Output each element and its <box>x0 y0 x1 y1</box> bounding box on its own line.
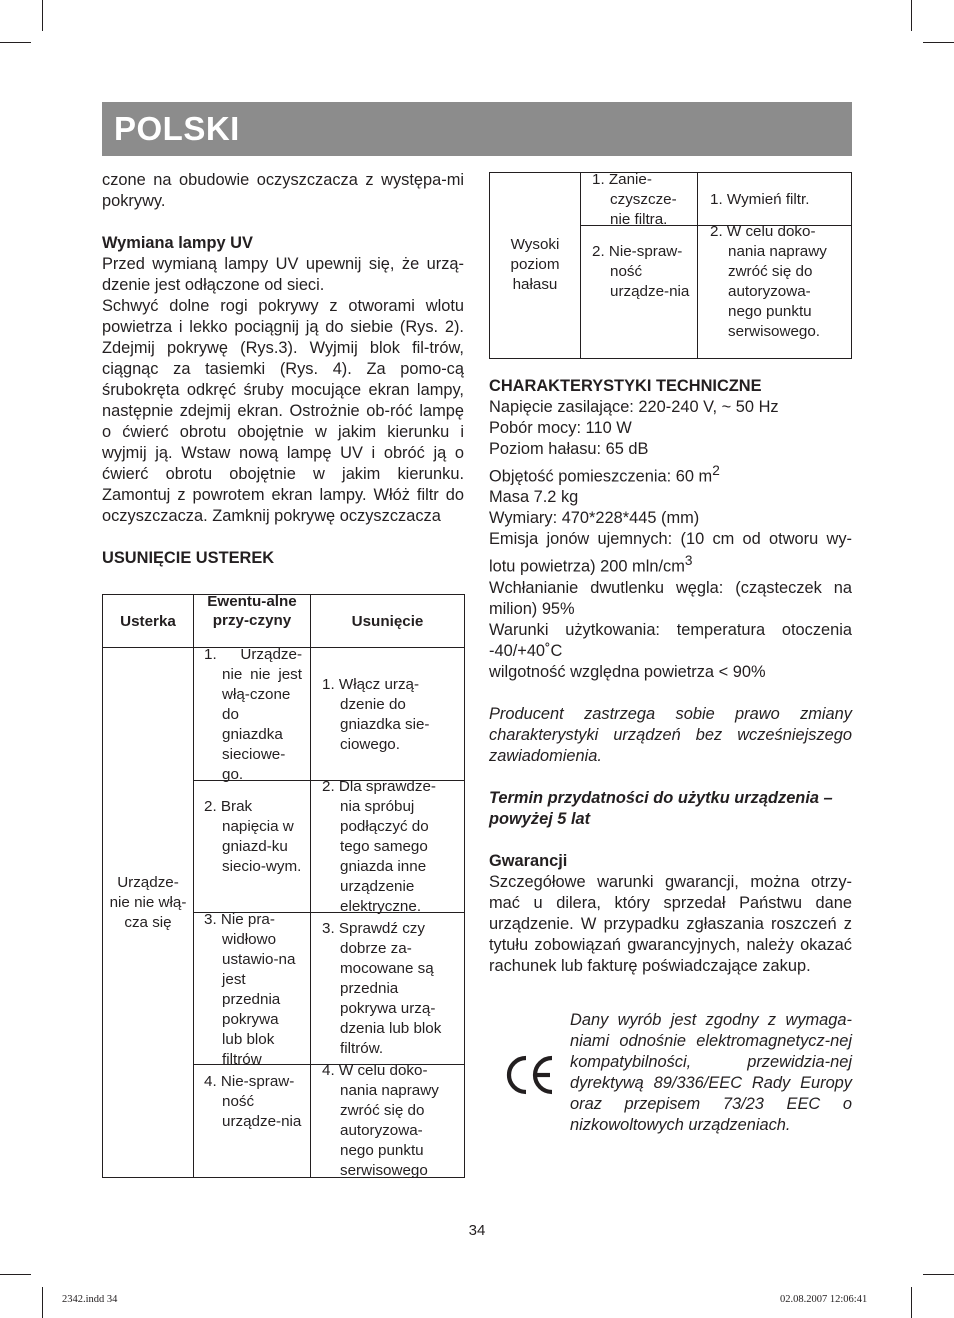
problem-noise: Wysoki poziom hałasu <box>510 236 560 293</box>
disclaimer: Producent zastrzega sobie prawo zmiany charakterystyki urządzeń bez wcześniejszego zawiadomienia. <box>489 704 852 765</box>
shelf-life: Termin przydatności do użytku urządzenia – powyżej 5 lat <box>489 788 833 828</box>
superscript: 2 <box>712 463 720 478</box>
file-slug: 2342.indd 34 <box>62 1294 118 1305</box>
ce-compliance-text: Dany wyrób jest zgodny z wymaga-niami odnośnie elektromagnetycz-nej kompatybilności, przewidzia-nej dyrektywą 89/336/EEC Rady Europy oraz przepisem 73/23 EEC o nizkowoltowych urządzeniach. <box>570 1011 852 1134</box>
crop-mark <box>923 1274 954 1275</box>
left-column <box>102 170 464 569</box>
header-solution: Usunięcie <box>351 613 424 630</box>
spec-humidity: wilgotność względna powietrza < 90% <box>489 662 766 681</box>
header-problem: Usterka <box>120 613 176 630</box>
page-title: POLSKI <box>114 110 240 147</box>
noise-solution-2: 2. W celu doko-nania naprawy zwróć się do autoryzowa-nego punktu serwisowego. <box>710 223 827 340</box>
crop-mark <box>0 1274 31 1275</box>
date-slug: 02.08.2007 12:06:41 <box>780 1294 868 1305</box>
spec-conditions: Warunki użytkowania: temperatura otoczenia -40/+40˚C <box>489 620 852 660</box>
page-number: 34 <box>468 1222 486 1239</box>
solution-1: 1. Włącz urzą-dzenie do gniazdka sie-ciowego. <box>322 676 430 753</box>
spec-mass: Masa 7.2 kg <box>489 488 579 507</box>
crop-mark <box>0 42 31 43</box>
crop-mark <box>42 0 43 31</box>
warranty-heading: Gwarancji <box>489 851 568 870</box>
language-header <box>102 102 852 156</box>
uv-paragraph-2: Schwyć dolne rogi pokrywy z otworami wlotu powietrza i lekko pociągnij ją do siebie (Rys. 2). Zdejmij pokrywę (Rys.3). Wyjmij blok fil-trów, ciągnąc za tasiemki (Rys. 4). Za pomo-cą śrubokręta odkręć śruby mocujące ekran lampy, następnie zdejmij ekran. Ostrożnie ob-róć lampę o ćwierć obrotu obojętnie w jakim kierunku i wyjmij ją. Wstaw nową lampę UV i obróć ją o ćwierć obrotu obojętnie w jakim kierunku. Zamontuj z powrotem ekran lampy. Włóż filtr do oczyszczacza. Zamknij pokrywę oczyszczacza <box>102 297 464 525</box>
solution-2: 2. Dla sprawdze-nia spróbuj podłączyć do tego samego gniazda inne urządzenie elektryczne. <box>322 778 436 915</box>
spec-co2: Wchłanianie dwutlenku węgla: (cząsteczek na milion) 95% <box>489 578 852 618</box>
crop-mark <box>911 0 912 31</box>
crop-mark <box>911 1287 912 1318</box>
cause-1: 1. Urządze-nie nie jest włą-czone do gniazdka sieciowe-go. <box>204 646 302 783</box>
noise-solution-1: 1. Wymień filtr. <box>710 191 810 208</box>
ce-mark-icon <box>504 1054 558 1096</box>
spec-power: Pobór mocy: 110 W <box>489 419 632 437</box>
solution-3: 3. Sprawdź czy dobrze za-mocowane są przednia pokrywa urzą-dzenia lub blok filtrów. <box>322 920 442 1057</box>
crop-mark <box>42 1287 43 1318</box>
crop-mark <box>923 42 954 43</box>
cause-2: 2. Brak napięcia w gniazd-ku siecio-wym. <box>204 798 302 875</box>
specs-heading: CHARAKTERYSTYKI TECHNICZNE <box>489 377 762 395</box>
problem-no-power: Urządze-nie nie włą-cza się <box>109 874 187 931</box>
spec-dimensions: Wymiary: 470*228*445 (mm) <box>489 509 700 528</box>
superscript: 3 <box>684 553 693 569</box>
header-causes: Ewentu-alne przy-czyny <box>207 593 297 629</box>
spec-voltage: Napięcie zasilające: 220-240 V, ~ 50 Hz <box>489 398 779 416</box>
warranty-text: Szczegółowe warunki gwarancji, można otrzy-mać u dilera, który sprzedał Państwu dane urządzenie. W przypadku zgłaszania roszczeń z tytułu zobowiązań gwarancyjnych, należy okazać rachunek lub fakturę poświadczające zakup. <box>489 872 852 975</box>
uv-paragraph-1: Przed wymianą lampy UV upewnij się, że urzą-dzenie jest odłączone od sieci. <box>102 255 464 294</box>
spec-volume: Objętość pomieszczenia: 60 $m^2$ <box>489 463 720 486</box>
noise-cause-1: 1. Zanie-czyszcze-nie filtra. <box>592 171 677 228</box>
noise-cause-2: 2. Nie-spraw-ność urządze-nia <box>592 243 690 300</box>
trouble-heading: USUNIĘCIE USTEREK <box>102 549 275 567</box>
cause-3: 3. Nie pra-widłowo ustawio-na jest przednia pokrywa lub blok filtrów <box>204 911 296 1068</box>
right-column <box>489 376 852 977</box>
spec-ions: Emisja jonów ujemnych: (10 cm od otworu wy-lotu powietrza) 200 mln/$cm^3$ <box>489 530 852 576</box>
uv-heading: Wymiana lampy UV <box>102 234 253 252</box>
intro-text: czone na obudowie oczyszczacza z występa-mi pokrywy. <box>102 171 464 210</box>
spec-noise: Poziom hałasu: 65 dB <box>489 440 649 458</box>
cause-4: 4. Nie-spraw-ność urządze-nia <box>204 1073 302 1130</box>
solution-4: 4. W celu doko-nania naprawy zwróć się do autoryzowa-nego punktu serwisowego <box>322 1062 439 1179</box>
